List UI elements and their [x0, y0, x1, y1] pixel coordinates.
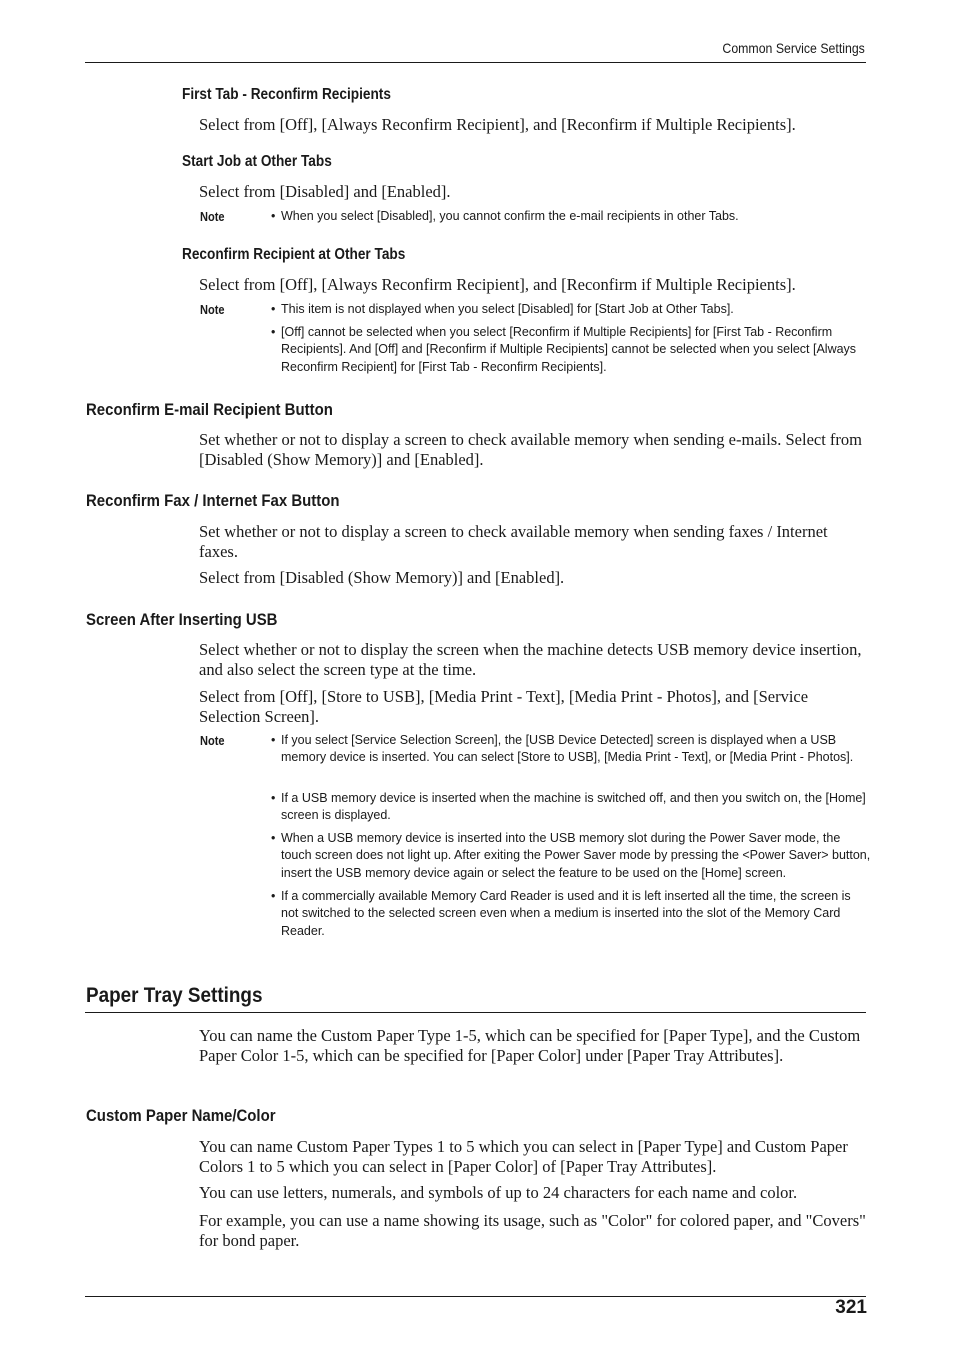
fax-button-heading: Reconfirm Fax / Internet Fax Button	[86, 491, 340, 510]
fax-button-text-2: Select from [Disabled (Show Memory)] and [Enabled].	[199, 568, 565, 587]
note-text: If a USB memory device is inserted when the machine is switched off, and then you switch on, the [Home] screen is displayed.	[281, 791, 866, 823]
fax-button-text-1: Set whether or not to display a screen to check available memory when sending faxes / Internet faxes.	[199, 522, 828, 561]
section-rule	[85, 1012, 866, 1013]
first-tab-text: Select from [Off], [Always Reconfirm Recipient], and [Reconfirm if Multiple Recipients].	[199, 115, 796, 134]
note-text: When you select [Disabled], you cannot confirm the e-mail recipients in other Tabs.	[281, 209, 739, 223]
reconfirm-other-note-item: • This item is not displayed when you select [Disabled] for [Start Job at Other Tabs].	[271, 301, 871, 318]
reconfirm-other-note-item: • [Off] cannot be selected when you select [Reconfirm if Multiple Recipients] for [First Tab - Reconfirm Recipients]. And [Off] and [Reconfirm if Multiple Recipients] cannot be selected when you select [Always Reconfirm Recipient] for [First Tab - Reconfirm Recipients].	[271, 324, 871, 376]
first-tab-heading: First Tab - Reconfirm Recipients	[182, 86, 391, 103]
running-header: Common Service Settings	[722, 40, 865, 56]
note-text: If a commercially available Memory Card Reader is used and it is left inserted all the time, the screen is not switched to the selected screen even when a medium is inserted into the slot of the Memory Card Reader.	[281, 889, 851, 938]
start-job-note-label: Note	[200, 209, 225, 224]
usb-note-item: • When a USB memory device is inserted into the USB memory slot during the Power Saver mode, the touch screen does not light up. After exiting the Power Saver mode by pressing the <Power Saver> button, insert the USB memory device again or select the feature to be used on the [Home] screen.	[271, 830, 871, 882]
usb-heading: Screen After Inserting USB	[86, 610, 278, 629]
reconfirm-other-text: Select from [Off], [Always Reconfirm Recipient], and [Reconfirm if Multiple Recipients].	[199, 275, 796, 294]
note-text: If you select [Service Selection Screen], the [USB Device Detected] screen is displayed when a USB memory device is inserted. You can select [Store to USB], [Media Print - Text], or [Media Print - Photos].	[281, 733, 854, 765]
paper-tray-heading: Paper Tray Settings	[86, 984, 263, 1007]
usb-note-item: • If a USB memory device is inserted when the machine is switched off, and then you switch on, the [Home] screen is displayed.	[271, 790, 871, 825]
page-number: 321	[835, 1297, 867, 1318]
note-text: When a USB memory device is inserted into the USB memory slot during the Power Saver mode, the touch screen does not light up. After exiting the Power Saver mode by pressing the <Power Saver> button, insert the USB memory device again or select the feature to be used on the [Home] screen.	[281, 831, 871, 880]
usb-note-label: Note	[200, 733, 225, 748]
reconfirm-other-heading: Reconfirm Recipient at Other Tabs	[182, 246, 406, 263]
start-job-note-item: • When you select [Disabled], you cannot confirm the e-mail recipients in other Tabs.	[271, 208, 871, 225]
header-rule	[85, 62, 866, 63]
email-button-text: Set whether or not to display a screen to check available memory when sending e-mails. Select from [Disabled (Show Memory)] and [Enabled].	[199, 430, 862, 469]
reconfirm-other-note-label: Note	[200, 302, 225, 317]
custom-paper-text-3: For example, you can use a name showing its usage, such as "Color" for colored paper, and "Covers" for bond paper.	[199, 1211, 866, 1250]
note-text: [Off] cannot be selected when you select [Reconfirm if Multiple Recipients] for [First Tab - Reconfirm Recipients]. And [Off] and [Reconfirm if Multiple Recipients] cannot be selected when you select [Always Reconfirm Recipient] for [First Tab - Reconfirm Recipients].	[281, 325, 857, 374]
custom-paper-text-1: You can name Custom Paper Types 1 to 5 which you can select in [Paper Type] and Custom Paper Colors 1 to 5 which you can select in [Paper Color] of [Paper Tray Attributes].	[199, 1137, 848, 1176]
start-job-heading: Start Job at Other Tabs	[182, 153, 332, 170]
usb-note-item: • If you select [Service Selection Screen], the [USB Device Detected] screen is displayed when a USB memory device is inserted. You can select [Store to USB], [Media Print - Text], or [Media Print - Photos].	[271, 732, 871, 767]
usb-text-2: Select from [Off], [Store to USB], [Media Print - Text], [Media Print - Photos], and [Service Selection Screen].	[199, 687, 809, 726]
note-text: This item is not displayed when you select [Disabled] for [Start Job at Other Tabs].	[281, 302, 734, 316]
paper-tray-text: You can name the Custom Paper Type 1-5, which can be specified for [Paper Type], and the Custom Paper Color 1-5, which can be specified for [Paper Color] under [Paper Tray Attributes].	[199, 1026, 861, 1065]
email-button-heading: Reconfirm E-mail Recipient Button	[86, 400, 333, 419]
start-job-text: Select from [Disabled] and [Enabled].	[199, 182, 451, 201]
footer-rule	[85, 1296, 866, 1297]
custom-paper-text-2: You can use letters, numerals, and symbols of up to 24 characters for each name and color.	[199, 1183, 798, 1202]
usb-note-item: • If a commercially available Memory Card Reader is used and it is left inserted all the time, the screen is not switched to the selected screen even when a medium is inserted into the slot of the Memory Card Reader.	[271, 888, 871, 940]
usb-text-1: Select whether or not to display the screen when the machine detects USB memory device insertion, and also select the screen type at the time.	[199, 640, 862, 679]
custom-paper-heading: Custom Paper Name/Color	[86, 1106, 276, 1125]
